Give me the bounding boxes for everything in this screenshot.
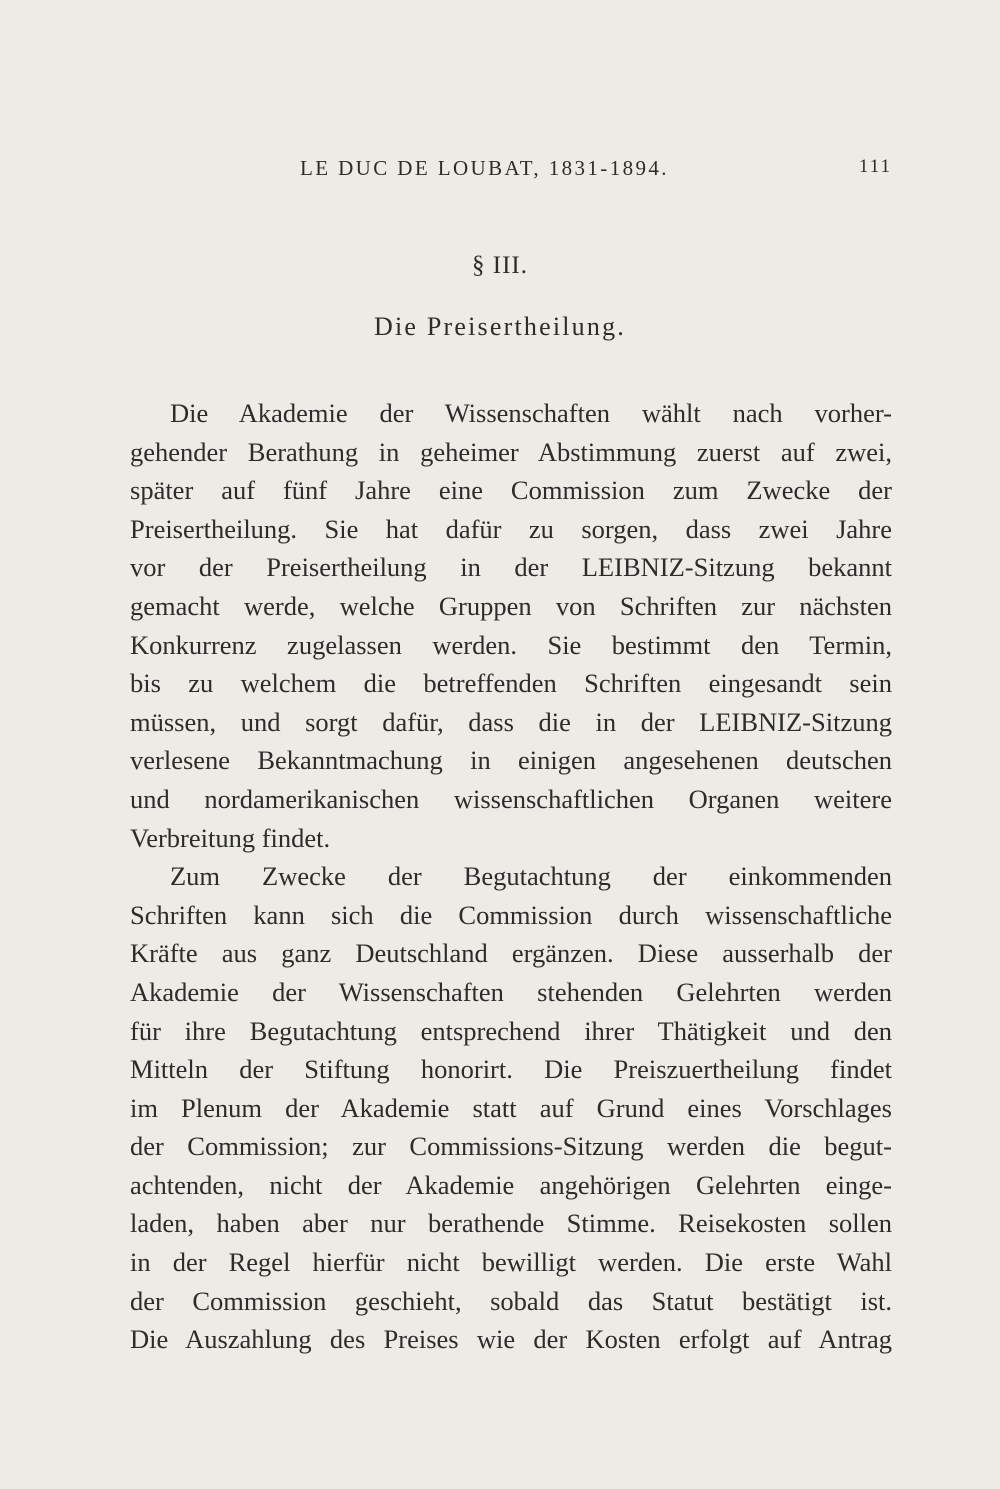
text-line: bis zu welchem die betreffenden Schriften eingesandt sein: [130, 668, 892, 699]
paragraph: [130, 394, 892, 857]
text-line: später auf fünf Jahre eine Commission zum Zwecke der: [130, 475, 892, 506]
text-line: gehender Berathung in geheimer Abstimmung zuerst auf zwei,: [130, 436, 892, 467]
section-title: Die Preisertheilung.: [374, 312, 626, 341]
text-line: gemacht werde, welche Gruppen von Schriften zur nächsten: [130, 590, 892, 621]
running-title: LE DUC DE LOUBAT, 1831-1894.: [300, 156, 669, 180]
text-line: Zum Zwecke der Begutachtung der einkommenden: [170, 861, 892, 892]
text-line: Konkurrenz zugelassen werden. Sie bestimmt den Termin,: [130, 629, 892, 660]
text-line: und nordamerikanischen wissenschaftlichen Organen weitere: [130, 783, 892, 814]
text-line: Akademie der Wissenschaften stehenden Gelehrten werden: [130, 976, 892, 1007]
text-line: vor der Preisertheilung in der LEIBNIZ-Sitzung bekannt: [130, 552, 892, 583]
text-line: Schriften kann sich die Commission durch wissenschaftliche: [130, 899, 892, 930]
text-line: der Commission; zur Commissions-Sitzung werden die begut-: [130, 1131, 892, 1162]
text-line: in der Regel hierfür nicht bewilligt werden. Die erste Wahl: [130, 1247, 892, 1278]
page-header: [130, 156, 892, 188]
text-line: Preisertheilung. Sie hat dafür zu sorgen, dass zwei Jahre: [130, 513, 892, 544]
text-line: Die Auszahlung des Preises wie der Kosten erfolgt auf Antrag: [130, 1324, 892, 1355]
text-line: Verbreitung findet.: [130, 822, 331, 853]
text-line: laden, haben aber nur berathende Stimme. Reisekosten sollen: [130, 1208, 892, 1239]
text-line: für ihre Begutachtung entsprechend ihrer Thätigkeit und den: [130, 1015, 892, 1046]
page-number: 111: [858, 156, 892, 177]
section-number: § III.: [472, 252, 528, 279]
text-line: verlesene Bekanntmachung in einigen angesehenen deutschen: [130, 745, 892, 776]
text-line: der Commission geschieht, sobald das Statut bestätigt ist.: [130, 1285, 892, 1316]
body-text: [130, 394, 892, 1359]
text-line: im Plenum der Akademie statt auf Grund eines Vorschlages: [130, 1092, 892, 1123]
paragraph: [130, 857, 892, 1359]
text-line: achtenden, nicht der Akademie angehörigen Gelehrten einge-: [130, 1169, 892, 1200]
text-line: Mitteln der Stiftung honorirt. Die Preiszuertheilung findet: [130, 1054, 892, 1085]
text-line: müssen, und sorgt dafür, dass die in der LEIBNIZ-Sitzung: [130, 706, 892, 737]
text-line: Die Akademie der Wissenschaften wählt nach vorher-: [170, 398, 892, 428]
text-line: Kräfte aus ganz Deutschland ergänzen. Diese ausserhalb der: [130, 938, 892, 969]
